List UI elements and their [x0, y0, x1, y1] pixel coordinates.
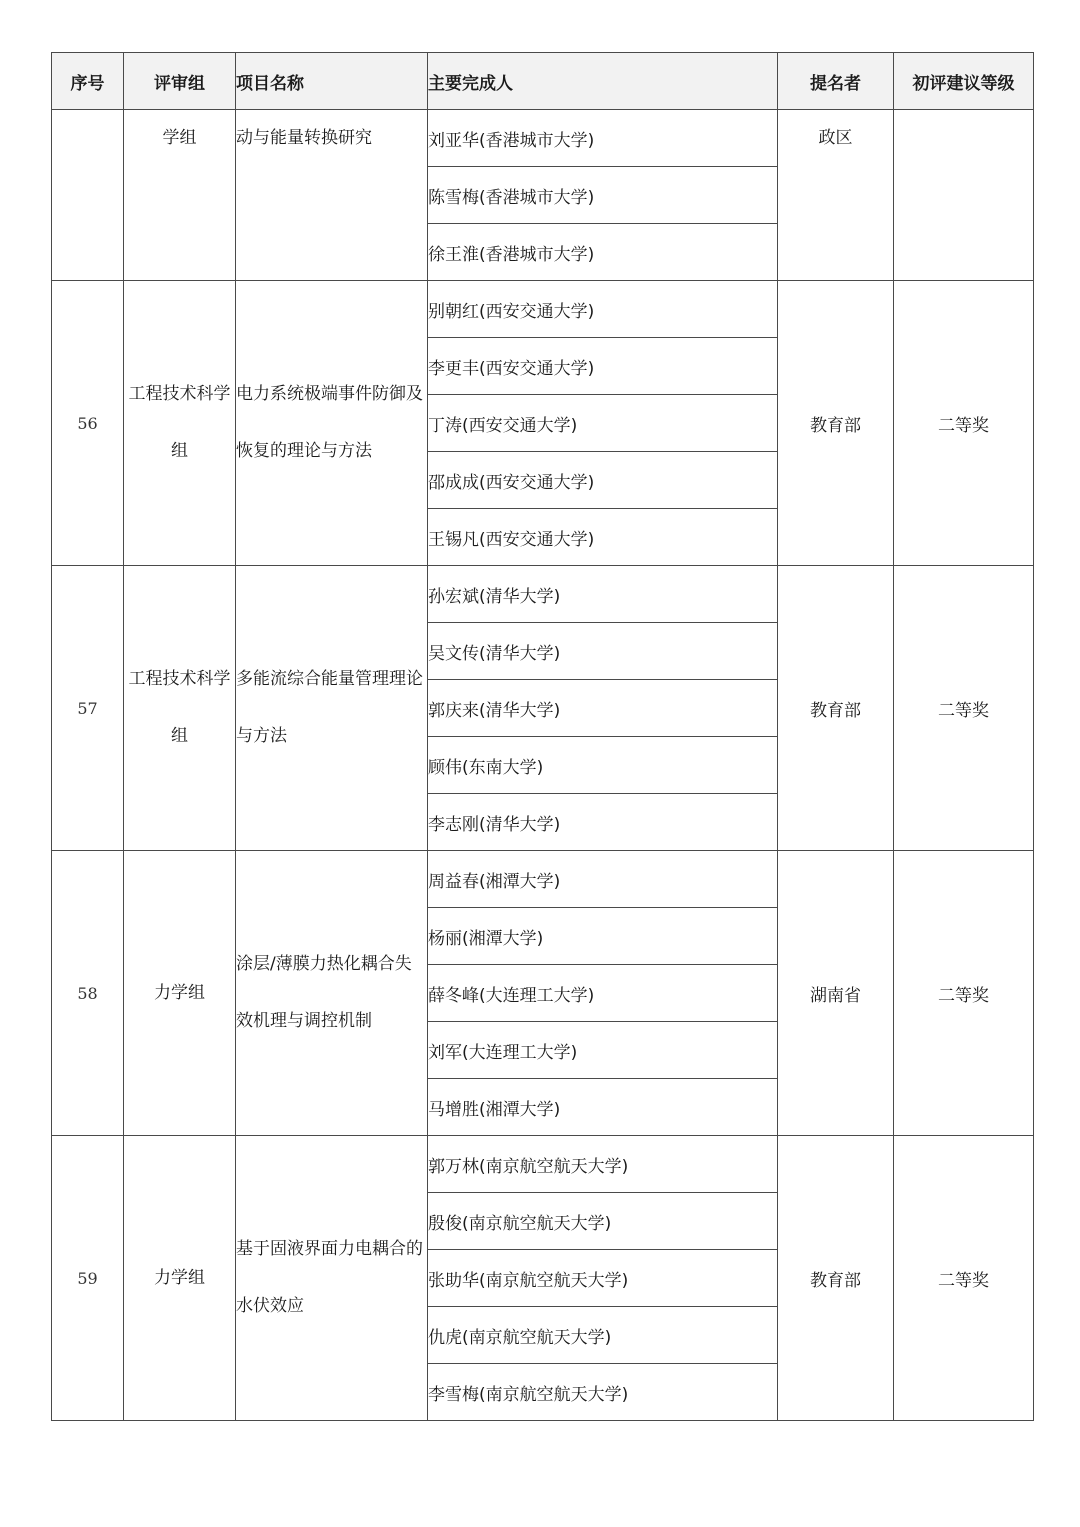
group-cell: 工程技术科学组: [124, 566, 236, 851]
grade-cell: 二等奖: [894, 1136, 1034, 1421]
project-name-cell: 基于固液界面力电耦合的水伏效应: [236, 1136, 428, 1421]
nominator-cell: 教育部: [778, 281, 894, 566]
member-cell: 王锡凡(西安交通大学): [428, 509, 778, 566]
header-group: 评审组: [124, 53, 236, 110]
group-cell: 力学组: [124, 851, 236, 1136]
table-row: [52, 110, 1034, 167]
member-cell: 张助华(南京航空航天大学): [428, 1250, 778, 1307]
seq-cell: 59: [52, 1136, 124, 1421]
member-cell: 陈雪梅(香港城市大学): [428, 167, 778, 224]
member-cell: 薛冬峰(大连理工大学): [428, 965, 778, 1022]
project-name-cell: 涂层/薄膜力热化耦合失效机理与调控机制: [236, 851, 428, 1136]
member-cell: 徐王淮(香港城市大学): [428, 224, 778, 281]
header-name: 项目名称: [236, 53, 428, 110]
member-cell: 孙宏斌(清华大学): [428, 566, 778, 623]
group-cell: 力学组: [124, 1136, 236, 1421]
table-row: [52, 566, 1034, 623]
member-cell: 刘亚华(香港城市大学): [428, 110, 778, 167]
table-row: [52, 1136, 1034, 1193]
member-cell: 吴文传(清华大学): [428, 623, 778, 680]
member-cell: 李志刚(清华大学): [428, 794, 778, 851]
member-cell: 别朝红(西安交通大学): [428, 281, 778, 338]
member-cell: 丁涛(西安交通大学): [428, 395, 778, 452]
nominator-cell: 教育部: [778, 1136, 894, 1421]
grade-cell: 二等奖: [894, 281, 1034, 566]
table-row: [52, 281, 1034, 338]
table-header: [52, 53, 1034, 110]
header-members: 主要完成人: [428, 53, 778, 110]
grade-cell: 二等奖: [894, 566, 1034, 851]
member-cell: 郭庆来(清华大学): [428, 680, 778, 737]
project-name-cell: 电力系统极端事件防御及恢复的理论与方法: [236, 281, 428, 566]
member-cell: 李更丰(西安交通大学): [428, 338, 778, 395]
header-grade: 初评建议等级: [894, 53, 1034, 110]
project-name-cell: 多能流综合能量管理理论与方法: [236, 566, 428, 851]
member-cell: 殷俊(南京航空航天大学): [428, 1193, 778, 1250]
seq-cell: [52, 110, 124, 281]
member-cell: 刘军(大连理工大学): [428, 1022, 778, 1079]
member-cell: 郭万林(南京航空航天大学): [428, 1136, 778, 1193]
seq-cell: 57: [52, 566, 124, 851]
header-seq: 序号: [52, 53, 124, 110]
nominator-cell: 教育部: [778, 566, 894, 851]
member-cell: 周益春(湘潭大学): [428, 851, 778, 908]
member-cell: 杨丽(湘潭大学): [428, 908, 778, 965]
nominator-cell: 湖南省: [778, 851, 894, 1136]
table-body: [52, 110, 1034, 1421]
member-cell: 邵成成(西安交通大学): [428, 452, 778, 509]
grade-cell: [894, 110, 1034, 281]
seq-cell: 58: [52, 851, 124, 1136]
group-cell: 工程技术科学组: [124, 281, 236, 566]
member-cell: 顾伟(东南大学): [428, 737, 778, 794]
nominator-cell: 政区: [778, 110, 894, 281]
member-cell: 李雪梅(南京航空航天大学): [428, 1364, 778, 1421]
table-row: [52, 851, 1034, 908]
header-nominator: 提名者: [778, 53, 894, 110]
member-cell: 仇虎(南京航空航天大学): [428, 1307, 778, 1364]
seq-cell: 56: [52, 281, 124, 566]
group-cell: 学组: [124, 110, 236, 281]
member-cell: 马增胜(湘潭大学): [428, 1079, 778, 1136]
project-name-cell: 动与能量转换研究: [236, 110, 428, 281]
awards-table: [51, 52, 1034, 1421]
grade-cell: 二等奖: [894, 851, 1034, 1136]
